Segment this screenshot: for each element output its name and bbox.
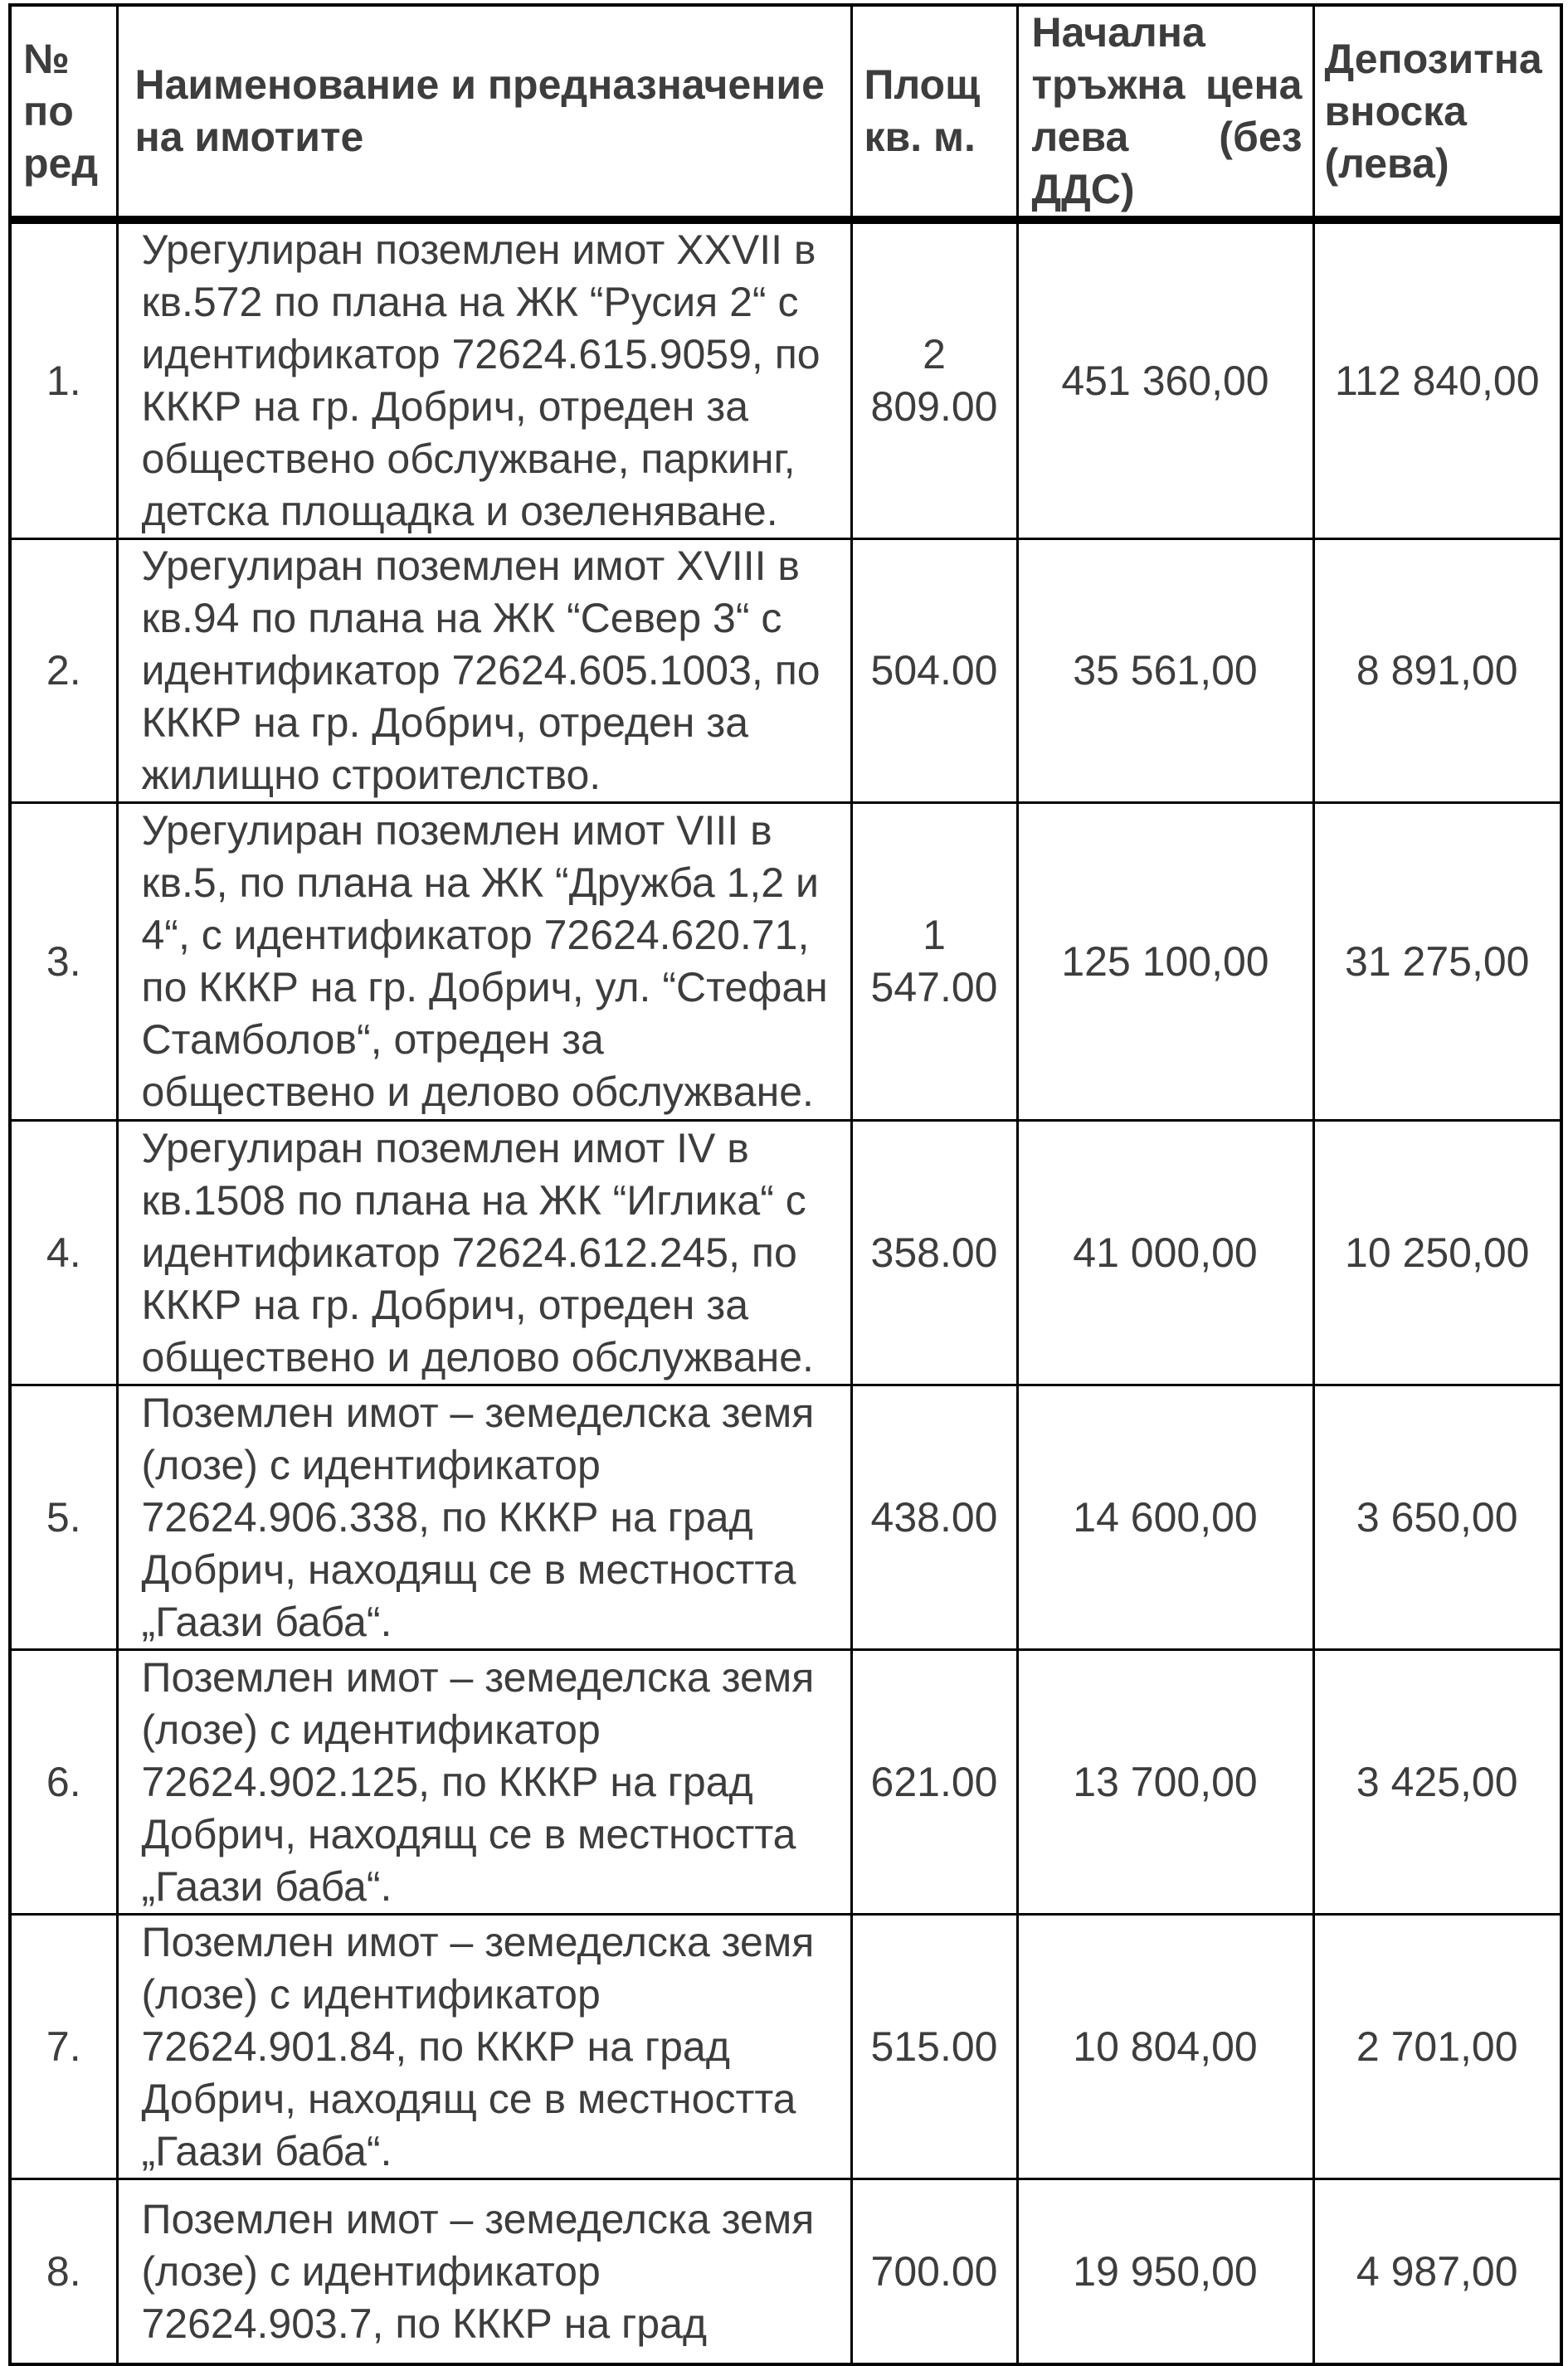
description-cell: Поземлен имот – земеделска земя (лозе) с идентификатор 72624.906.338, по КККР на град Добрич, находящ се в местността „Гаази баба“. bbox=[117, 1385, 851, 1650]
deposit-cell: 3 650,00 bbox=[1313, 1385, 1561, 1650]
area-cell: 1 547.00 bbox=[851, 803, 1017, 1121]
header-description: Наименование и предназначение на имотите bbox=[117, 5, 851, 220]
area-cell: 621.00 bbox=[851, 1650, 1017, 1915]
description-cell: Поземлен имот – земеделска земя (лозе) с идентификатор 72624.901.84, по КККР на град Добрич, находящ се в местността „Гаази баба“. bbox=[117, 1915, 851, 2179]
description-cell: Урегулиран поземлен имот IV в кв.1508 по плана на ЖК “Иглика“ с идентификатор 72624.612.245, по КККР на гр. Добрич, отреден за обществено и делово обслужване. bbox=[117, 1121, 851, 1385]
deposit-cell: 8 891,00 bbox=[1313, 539, 1561, 803]
header-deposit: Депозитна вноска (лева) bbox=[1313, 5, 1561, 220]
price-cell: 125 100,00 bbox=[1017, 803, 1313, 1121]
deposit-cell: 2 701,00 bbox=[1313, 1915, 1561, 2179]
table-row bbox=[10, 1650, 1561, 1915]
row-number-cell: 1. bbox=[10, 220, 117, 539]
header-price: Начална тръжна цена лева (без ДДС) bbox=[1017, 5, 1313, 220]
row-number-cell: 3. bbox=[10, 803, 117, 1121]
area-cell: 504.00 bbox=[851, 539, 1017, 803]
table-body bbox=[10, 220, 1561, 2364]
price-cell: 451 360,00 bbox=[1017, 220, 1313, 539]
table-row bbox=[10, 1121, 1561, 1385]
area-cell: 515.00 bbox=[851, 1915, 1017, 2179]
table-row bbox=[10, 1915, 1561, 2179]
deposit-cell: 3 425,00 bbox=[1313, 1650, 1561, 1915]
area-cell: 438.00 bbox=[851, 1385, 1017, 1650]
row-number-cell: 7. bbox=[10, 1915, 117, 2179]
table-row bbox=[10, 2179, 1561, 2365]
description-cell: Поземлен имот – земеделска земя (лозе) с идентификатор 72624.903.7, по КККР на град bbox=[117, 2179, 851, 2365]
description-cell: Поземлен имот – земеделска земя (лозе) с идентификатор 72624.902.125, по КККР на град Добрич, находящ се в местността „Гаази баба“. bbox=[117, 1650, 851, 1915]
table-header bbox=[10, 5, 1561, 220]
row-number-cell: 2. bbox=[10, 539, 117, 803]
description-cell: Урегулиран поземлен имот XVIII в кв.94 по плана на ЖК “Север 3“ с идентификатор 72624.605.1003, по КККР на гр. Добрич, отреден за жилищно строителство. bbox=[117, 539, 851, 803]
row-number-cell: 4. bbox=[10, 1121, 117, 1385]
row-number-cell: 6. bbox=[10, 1650, 117, 1915]
table-row bbox=[10, 1385, 1561, 1650]
price-cell: 19 950,00 bbox=[1017, 2179, 1313, 2365]
description-cell: Урегулиран поземлен имот XXVII в кв.572 по плана на ЖК “Русия 2“ с идентификатор 72624.615.9059, по КККР на гр. Добрич, отреден за обществено обслужване, паркинг, детска площадка и озеленяване. bbox=[117, 220, 851, 539]
price-cell: 41 000,00 bbox=[1017, 1121, 1313, 1385]
table-row bbox=[10, 539, 1561, 803]
price-cell: 10 804,00 bbox=[1017, 1915, 1313, 2179]
price-cell: 13 700,00 bbox=[1017, 1650, 1313, 1915]
properties-auction-table bbox=[8, 3, 1563, 2366]
header-area: Площ кв. м. bbox=[851, 5, 1017, 220]
deposit-cell: 31 275,00 bbox=[1313, 803, 1561, 1121]
row-number-cell: 5. bbox=[10, 1385, 117, 1650]
deposit-cell: 112 840,00 bbox=[1313, 220, 1561, 539]
header-number: № по ред bbox=[10, 5, 117, 220]
area-cell: 2 809.00 bbox=[851, 220, 1017, 539]
table-row bbox=[10, 220, 1561, 539]
area-cell: 358.00 bbox=[851, 1121, 1017, 1385]
deposit-cell: 10 250,00 bbox=[1313, 1121, 1561, 1385]
description-cell: Урегулиран поземлен имот VIII в кв.5, по плана на ЖК “Дружба 1,2 и 4“, с идентификатор 72624.620.71, по КККР на гр. Добрич, ул. “Стефан Стамболов“, отреден за обществено и делово обслужване. bbox=[117, 803, 851, 1121]
area-cell: 700.00 bbox=[851, 2179, 1017, 2365]
header-row bbox=[10, 5, 1561, 220]
price-cell: 14 600,00 bbox=[1017, 1385, 1313, 1650]
deposit-cell: 4 987,00 bbox=[1313, 2179, 1561, 2365]
row-number-cell: 8. bbox=[10, 2179, 117, 2365]
table-row bbox=[10, 803, 1561, 1121]
price-cell: 35 561,00 bbox=[1017, 539, 1313, 803]
